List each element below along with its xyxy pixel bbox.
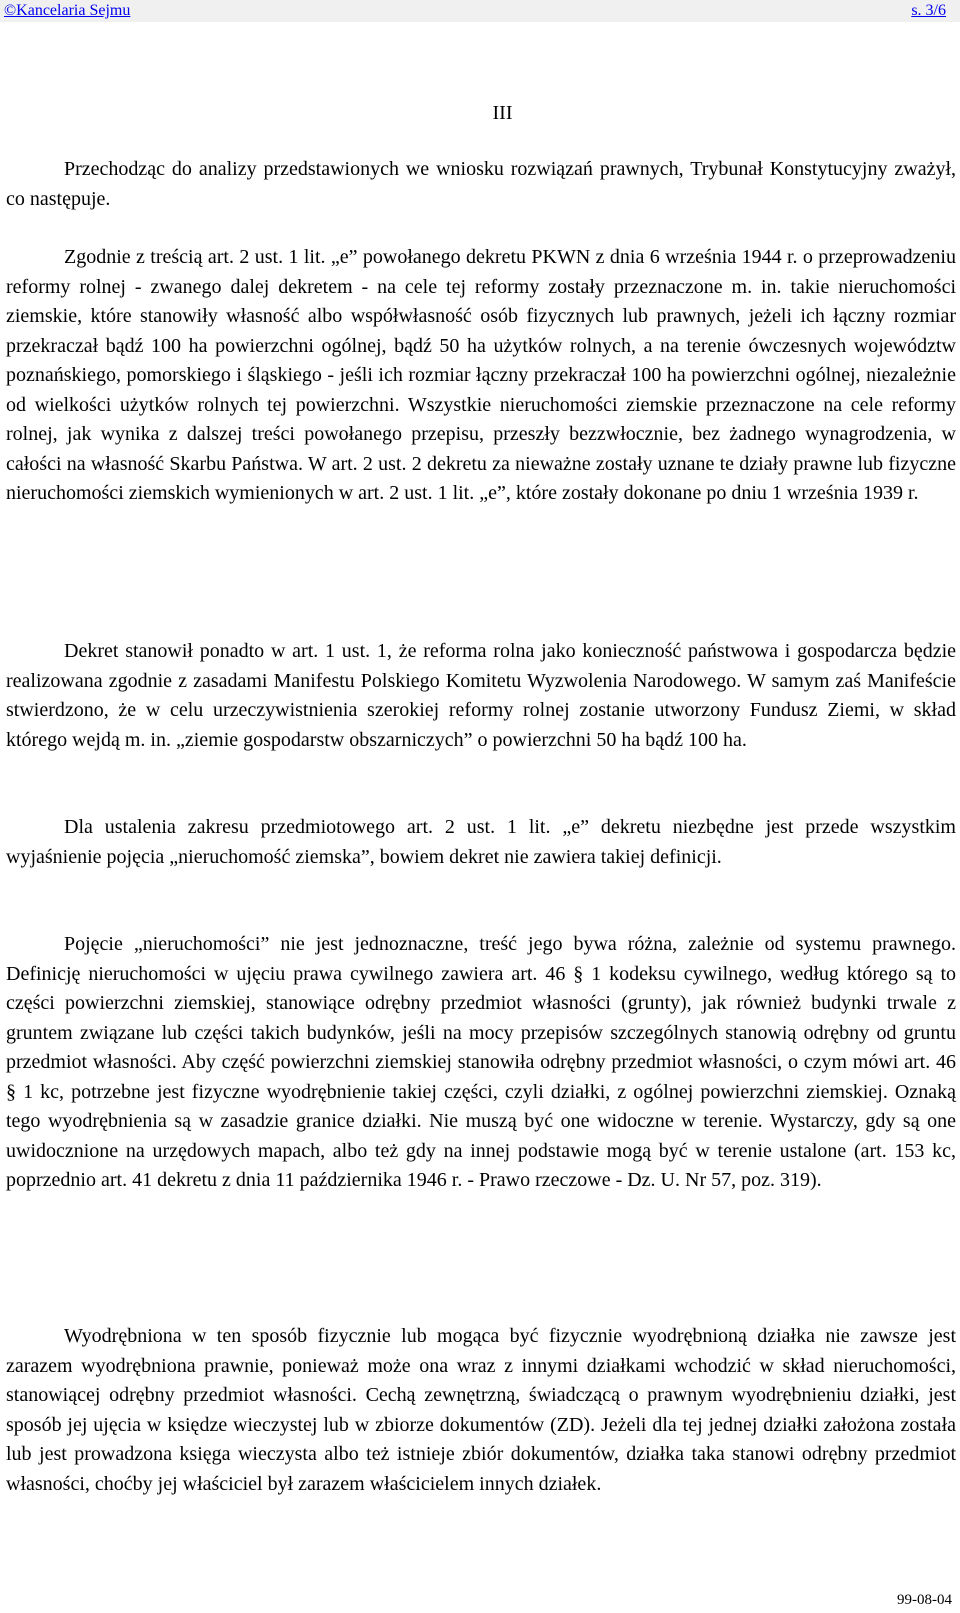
section-number: III xyxy=(492,102,513,124)
paragraph-1: Przechodząc do analizy przedstawionych we wniosku rozwiązań prawnych, Trybunał Konstytucyjny zważył, co następuje. xyxy=(6,158,956,210)
paragraph-3: Dekret stanowił ponadto w art. 1 ust. 1, że reforma rolna jako konieczność państwowa i gospodarcza będzie realizowana zgodnie z zasadami Manifestu Polskiego Komitetu Wyzwolenia Narodowego. W samym zaś Manifeście stwierdzono, że w celu urzeczywistnienia szerokiej reformy rolnej zostanie utworzony Fundusz Ziemi, w skład którego wejdą m. in. „ziemie gospodarstw obszarniczych” o powierzchni 50 ha bądź 100 ha. xyxy=(6,640,956,751)
page-header xyxy=(0,0,960,22)
paragraph-5: Pojęcie „nieruchomości” nie jest jednoznaczne, treść jego bywa różna, zależnie od systemu prawnego. Definicję nieruchomości w ujęciu prawa cywilnego zawiera art. 46 § 1 kodeksu cywilnego, według którego są to części powierzchni ziemskiej, stanowiące odrębny przedmiot własności (grunty), jak również budynki trwale z gruntem związane lub części takich budynków, jeśli na mocy przepisów szczególnych stanowią odrębny od gruntu przedmiot własności. Aby część powierzchni ziemskiej stanowiła odrębny przedmiot własności, o czym mówi art. 46 § 1 kc, potrzebne jest fizyczne wyodrębnienie takiej części, czyli działki, z ogólnej powierzchni ziemskiej. Oznaką tego wyodrębnienia są w zasadzie granice działki. Nie muszą być one widoczne w terenie. Wystarczy, gdy są one uwidocznione na urzędowych mapach, albo też gdy na innej podstawie mogą być w terenie ustalone (art. 153 kc, poprzednio art. 41 dekretu z dnia 11 października 1946 r. - Prawo rzeczowe - Dz. U. Nr 57, poz. 319). xyxy=(6,933,956,1191)
paragraph-4: Dla ustalenia zakresu przedmiotowego art. 2 ust. 1 lit. „e” dekretu niezbędne jest przede wszystkim wyjaśnienie pojęcia „nieruchomość ziemska”, bowiem dekret nie zawiera takiej definicji. xyxy=(6,816,956,868)
source-link[interactable]: ©Kancelaria Sejmu xyxy=(4,2,131,19)
footer-date: 99-08-04 xyxy=(897,1592,952,1608)
page-number-link[interactable]: s. 3/6 xyxy=(911,2,946,19)
paragraph-2: Zgodnie z treścią art. 2 ust. 1 lit. „e” powołanego dekretu PKWN z dnia 6 września 1944 r. o przeprowadzeniu reformy rolnej - zwanego dalej dekretem - na cele tej reformy zostały przeznaczone m. in. takie nieruchomości ziemskie, które stanowiły własność albo współwłasność osób fizycznych lub prawnych, jeżeli ich łączny rozmiar przekraczał bądź 100 ha powierzchni ogólnej, bądź 50 ha użytków rolnych, a na terenie ówczesnych województw poznańskiego, pomorskiego i śląskiego - jeśli ich rozmiar łączny przekraczał 100 ha powierzchni ogólnej, niezależnie od wielkości użytków rolnych tej powierzchni. Wszystkie nieruchomości ziemskie przeznaczone na cele reformy rolnej, jak wynika z dalszej treści powołanego przepisu, przeszły bezzwłocznie, bez żadnego wynagrodzenia, w całości na własność Skarbu Państwa. W art. 2 ust. 2 dekretu za nieważne zostały uznane te działy prawne lub fizyczne nieruchomości ziemskich wymienionych w art. 2 ust. 1 lit. „e”, które zostały dokonane po dniu 1 września 1939 r. xyxy=(6,246,956,504)
paragraph-6: Wyodrębniona w ten sposób fizycznie lub mogąca być fizycznie wyodrębnioną działka nie zawsze jest zarazem wyodrębniona prawnie, ponieważ może ona wraz z innymi działkami wchodzić w skład nieruchomości, stanowiącej odrębny przedmiot własności. Cechą zewnętrzną, świadczącą o prawnym wyodrębnieniu działki, jest sposób jej ujęcia w księdze wieczystej lub w zbiorze dokumentów (ZD). Jeżeli dla tej jednej działki założona została lub jest prowadzona księga wieczysta albo też istnieje zbiór dokumentów, działka taka stanowi odrębny przedmiot własności, choćby jej właściciel był zarazem właścicielem innych działek. xyxy=(6,1325,956,1495)
